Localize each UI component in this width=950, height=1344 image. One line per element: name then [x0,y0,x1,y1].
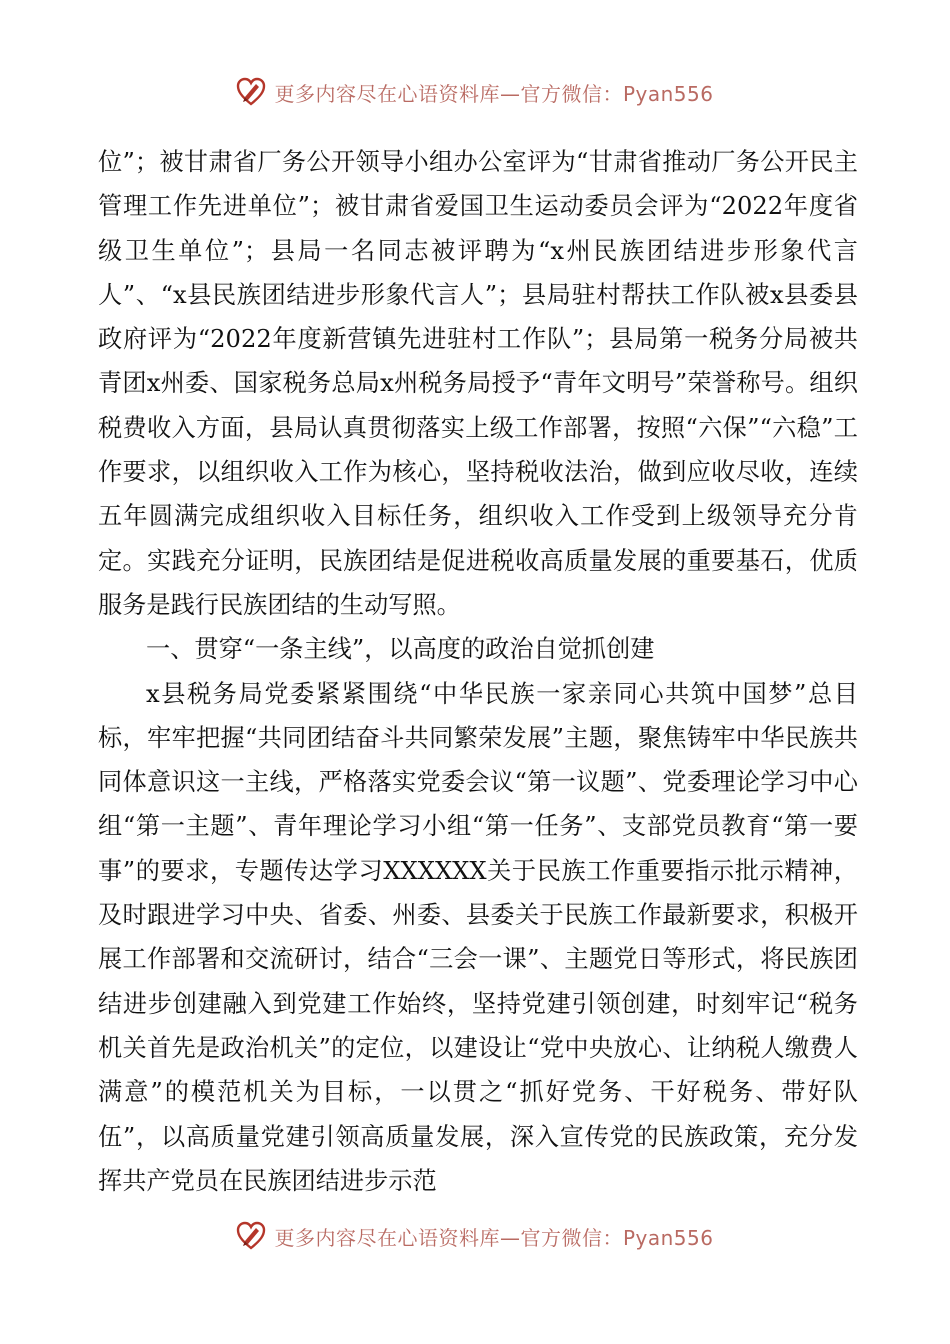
document-body [98,140,858,1203]
section-heading-1: 一、贯穿“一条主线”，以高度的政治自觉抓创建 [146,635,655,664]
footer-banner-text: 更多内容尽在心语资料库—官方微信：Pyan556 [274,1225,714,1250]
header-banner-text: 更多内容尽在心语资料库—官方微信：Pyan556 [274,81,714,106]
heart-pen-logo-icon [236,77,266,107]
paragraph-2: x县税务局党委紧紧围绕“中华民族一家亲同心共筑中国梦”总目标，牢牢把握“共同团结奋斗共同繁荣发展”主题，聚焦铸牢中华民族共同体意识这一主线，严格落实党委会议“第一议题”、党委理论学习中心组“第一主题”、青年理论学习小组“第一任务”、支部党员教育“第一要事”的要求，专题传达学习XXXXXX关于民族工作重要指示批示精神，及时跟进学习中央、省委、州委、县委关于民族工作最新要求，积极开展工作部署和交流研讨，结合“三会一课”、主题党日等形式，将民族团结进步创建融入到党建工作始终，坚持党建引领创建，时刻牢记“税务机关首先是政治机关”的定位，以建设让“党中央放心、让纳税人缴费人满意”的模范机关为目标，一以贯之“抓好党务、干好税务、带好队伍”，以高质量党建引领高质量发展，深入宣传党的民族政策，充分发挥共产党员在民族团结进步示范 [98,679,858,1195]
header-banner [0,74,950,110]
heart-pen-logo-icon [236,1221,266,1251]
paragraph-1: 位”；被甘肃省厂务公开领导小组办公室评为“甘肃省推动厂务公开民主管理工作先进单位”；被甘肃省爱国卫生运动委员会评为“2022年度省级卫生单位”；县局一名同志被评聘为“x州民族团结进步形象代言人”、“x县民族团结进步形象代言人”；县局驻村帮扶工作队被x县委县政府评为“2022年度新营镇先进驻村工作队”；县局第一税务分局被共青团x州委、国家税务总局x州税务局授予“青年文明号”荣誉称号。组织税费收入方面，县局认真贯彻落实上级工作部署，按照“六保”“六稳”工作要求，以组织收入工作为核心，坚持税收法治，做到应收尽收，连续五年圆满完成组织收入目标任务，组织收入工作受到上级领导充分肯定。实践充分证明，民族团结是促进税收高质量发展的重要基石，优质服务是践行民族团结的生动写照。 [98,148,858,619]
footer-banner [0,1218,950,1254]
